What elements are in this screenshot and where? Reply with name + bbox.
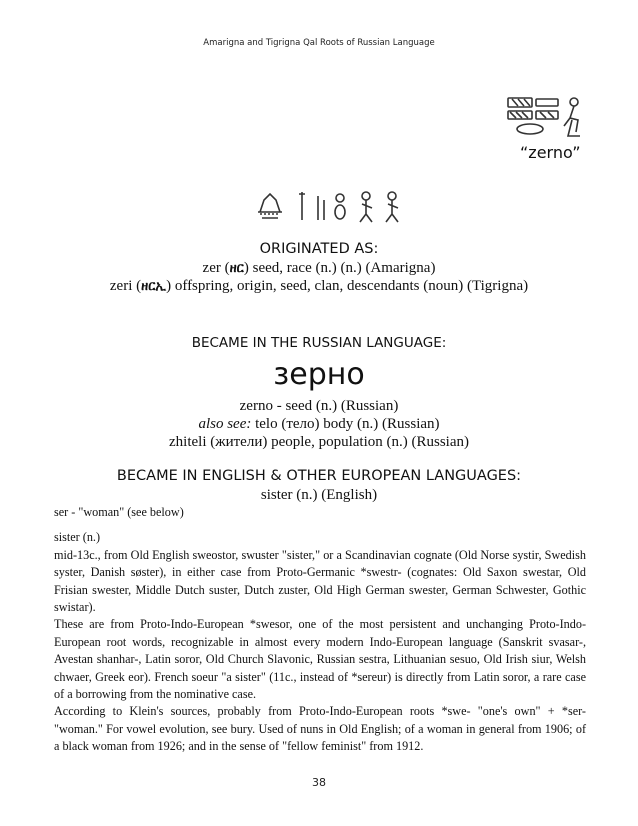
originated-heading: ORIGINATED AS: bbox=[259, 241, 379, 257]
hieroglyph-group-icon bbox=[506, 96, 590, 140]
sister-label: sister (n.) bbox=[54, 530, 101, 544]
english-heading: BECAME IN ENGLISH & OTHER EUROPEAN LANGUAGES: bbox=[116, 468, 522, 484]
russian-heading: BECAME IN THE RUSSIAN LANGUAGE: bbox=[191, 335, 447, 351]
sister-block bbox=[54, 529, 586, 617]
russian-line-telo: also see: telo (тело) body (n.) (Russian) bbox=[198, 416, 440, 432]
running-header: Amarigna and Tigrigna Qal Roots of Russian Language bbox=[203, 38, 435, 48]
russian-word: зерно bbox=[273, 357, 365, 392]
amarigna-line: zer (ዘር) seed, race (n.) (n.) (Amarigna) bbox=[202, 260, 436, 276]
paragraph-etymology-1: mid-13c., from Old English sweostor, swuster "sister," or a Scandinavian cognate (Old Norse systir, Swedish syster, Danish søster), in either case from Proto-Germanic *swestr- (cognates: Old Saxon swestar, Old Frisian swester, Middle Dutch suster, Dutch zuster, Old High German swester, German Schwester, Gothic swistar). bbox=[54, 547, 586, 614]
page-number: 38 bbox=[312, 776, 326, 789]
paragraph-etymology-3: According to Klein's sources, probably from Proto-Indo-European roots *swe- "one's own" + *ser- "woman." For vowel evolution, see bury. Used of nuns in Old English; of a woman in general from 1906; of a black woman from 1926; and in the sense of "fellow feminist" from 1912. bbox=[54, 704, 586, 753]
transliteration-label: “zerno” bbox=[520, 143, 581, 162]
russian-line-zerno: zerno - seed (n.) (Russian) bbox=[239, 398, 399, 414]
ser-line: ser - "woman" (see below) bbox=[54, 505, 184, 519]
english-line-sister: sister (n.) (English) bbox=[260, 487, 378, 503]
russian-line-zhiteli: zhiteli (жители) people, population (n.) (Russian) bbox=[169, 434, 469, 450]
tigrigna-line: zeri (ዘርኢ) offspring, origin, seed, clan, descendants (noun) (Tigrigna) bbox=[109, 278, 529, 294]
paragraph-etymology-2: These are from Proto-Indo-European *swesor, one of the most persistent and unchanging Proto-Indo-European root words, recognizable in almost every modern Indo-European language (Sanskrit svasar-, Avestan shanhar-, Latin soror, Old Church Slavonic, Russian sestra, Lithuanian sesuo, Old Irish siur, Welsh chwaer, Greek eor). French soeur "a sister" (11c., instead of *sereur) is directly from Latin soror, a rare case of a borrowing from the nominative case. bbox=[54, 617, 586, 701]
hieroglyph-sequence-icon bbox=[254, 190, 406, 224]
